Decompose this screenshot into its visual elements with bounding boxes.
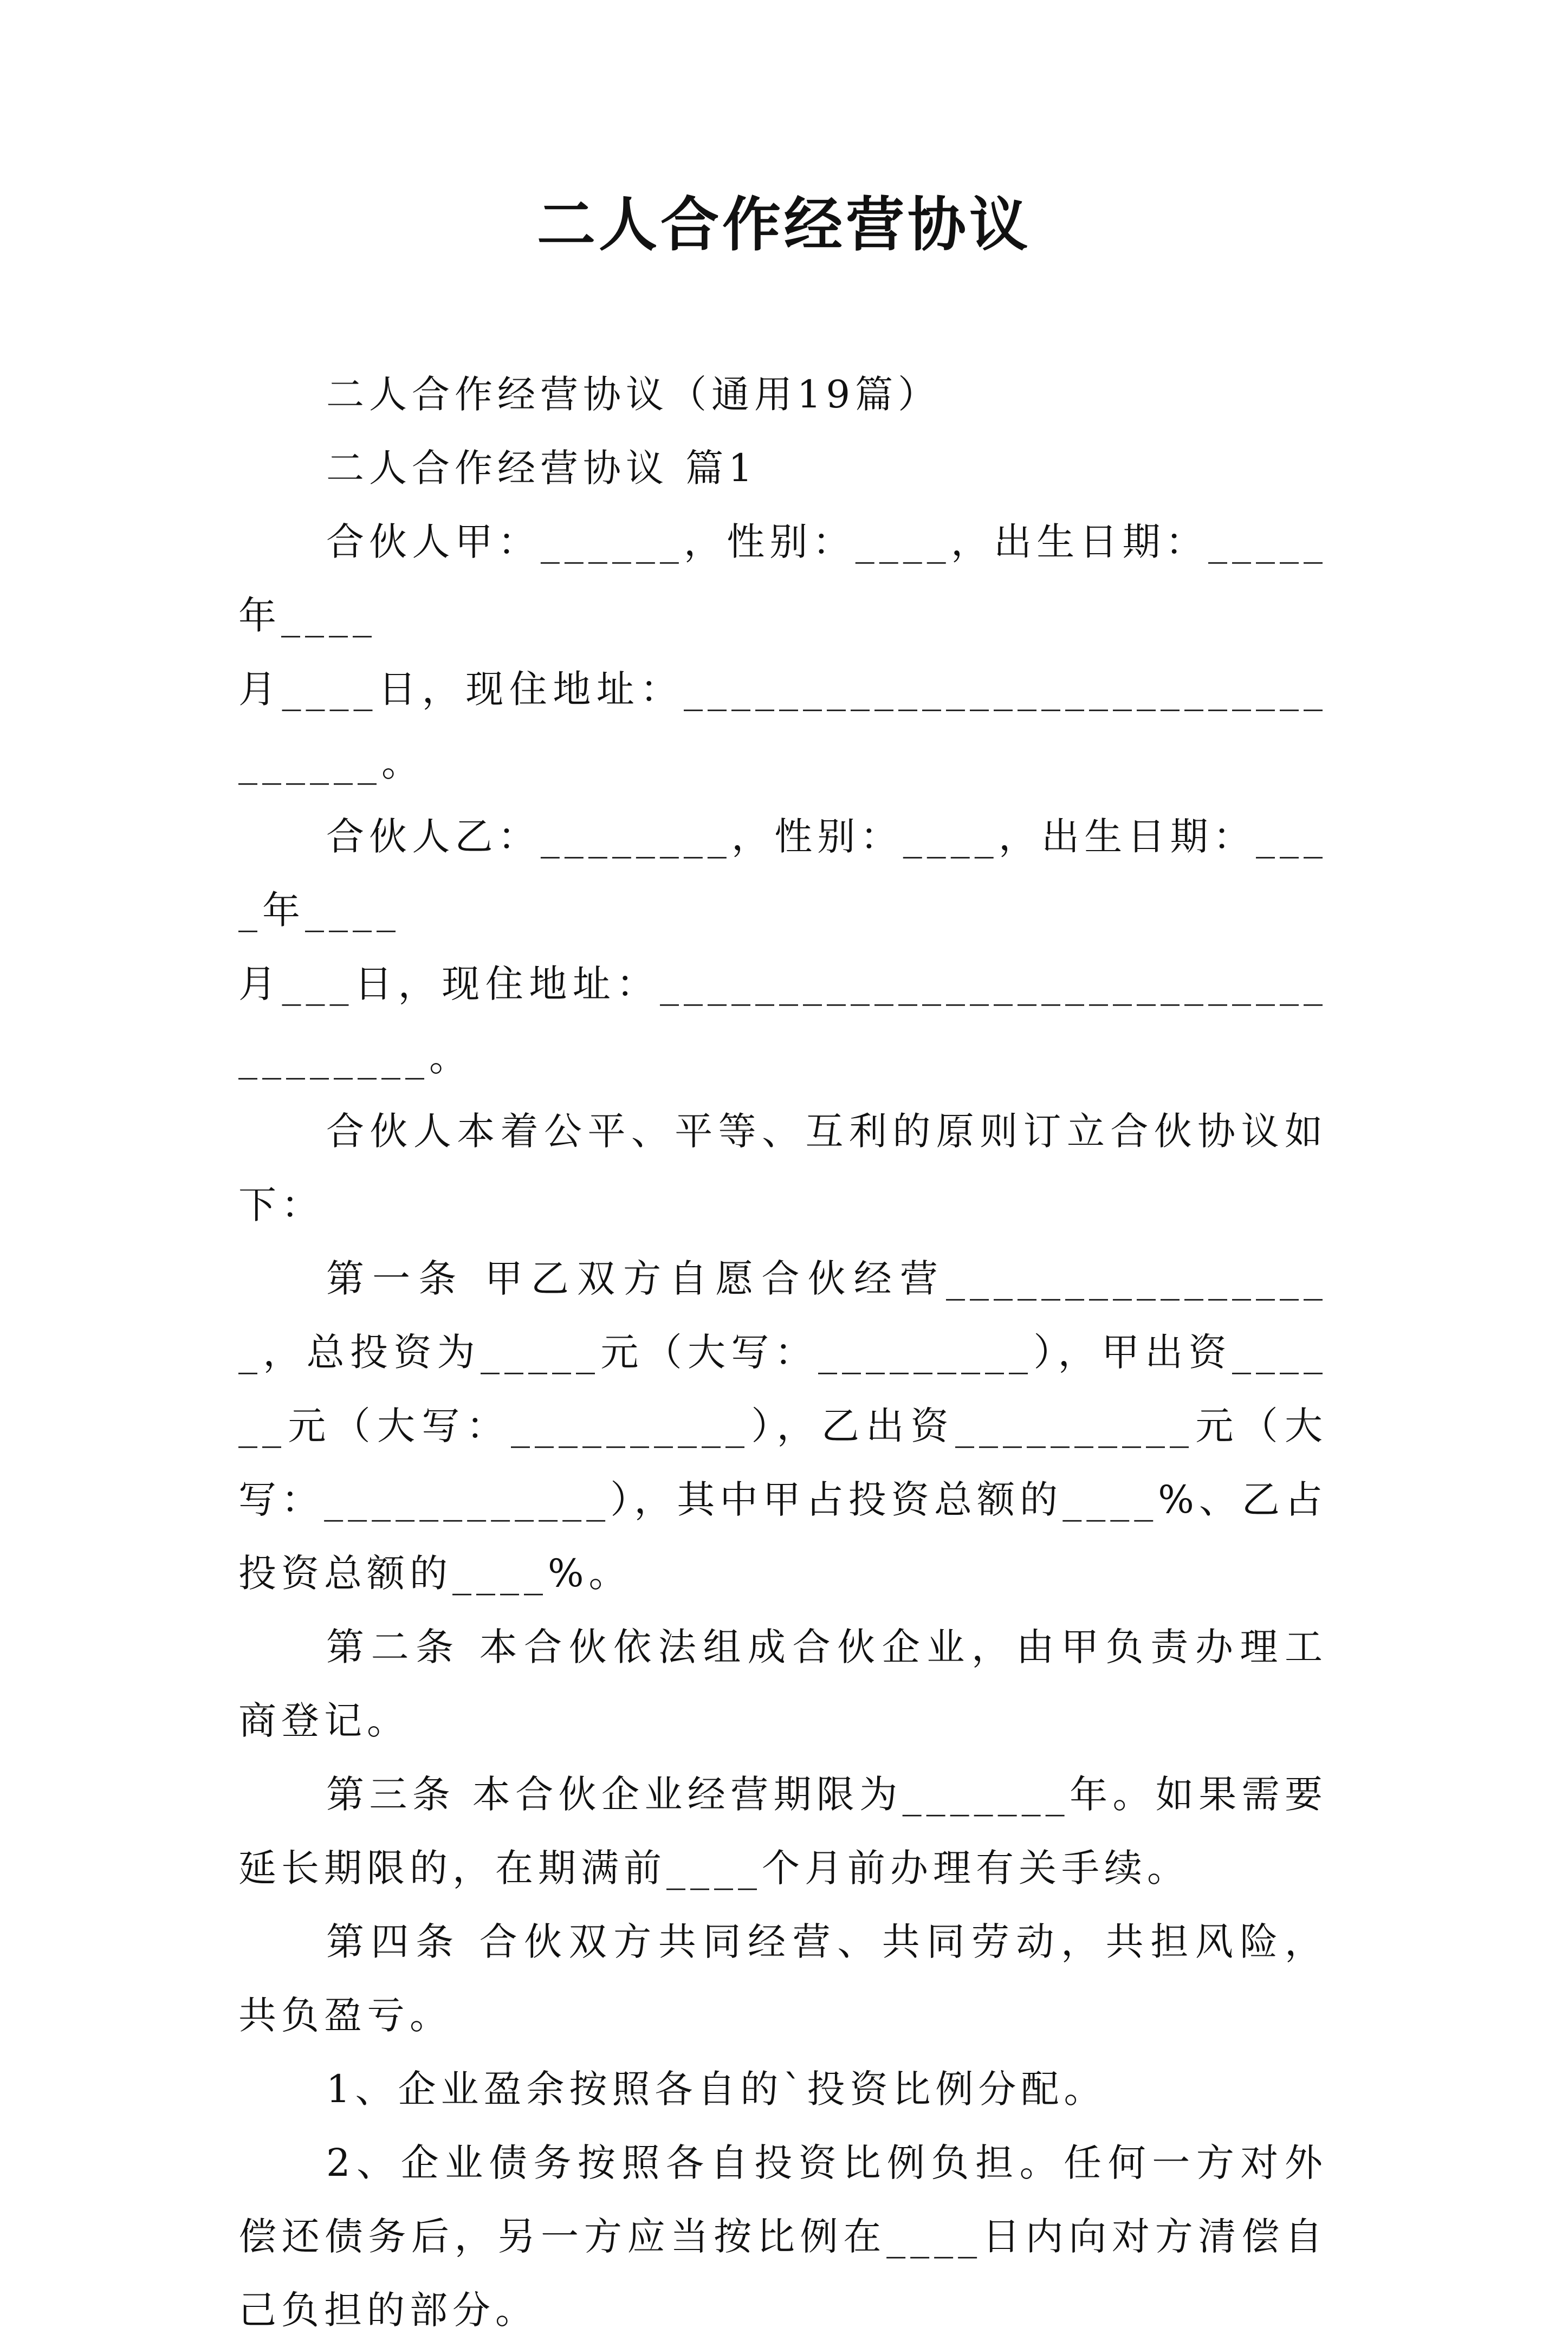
paragraph-preamble: 合伙人本着公平、平等、互利的原则订立合伙协议如下：: [238, 1109, 1327, 1227]
paragraph-item-2: 2、企业债务按照各自投资比例负担。任何一方对外偿还债务后，另一方应当按比例在____日内向对方清偿自己负担的部分。: [238, 2141, 1327, 2332]
paragraph-item-1: 1、企业盈余按照各自的`投资比例分配。: [326, 2067, 1107, 2111]
document-body: [238, 358, 1327, 2347]
paragraph-article-4: 第四条 合伙双方共同经营、共同劳动，共担风险，共负盈亏。: [238, 1920, 1327, 2038]
paragraph-article-2: 第二条 本合伙依法组成合伙企业，由甲负责办理工商登记。: [238, 1625, 1327, 1743]
paragraph-subtitle: 二人合作经营协议（通用19篇）: [326, 372, 941, 417]
document-title: 二人合作经营协议: [536, 191, 1031, 259]
paragraph-article-3: 第三条 本合伙企业经营期限为_______年。如果需要延长期限的，在期满前____个月前办理有关手续。: [238, 1772, 1327, 1890]
paragraph-section-heading: 二人合作经营协议 篇1: [326, 446, 757, 490]
paragraph-partner-b-line2: 月___日，现住地址：____________________________________。: [238, 962, 1327, 1080]
paragraph-partner-a-line2: 月____日，现住地址：_________________________________。: [238, 667, 1327, 785]
paragraph-article-1: 第一条 甲乙双方自愿合伙经营_________________，总投资为_____元（大写：_________），甲出资______元（大写：__________），乙出资__________元（大写：____________），其中甲占投资总额的____%、乙占投资总额的____%。: [238, 1256, 1327, 1596]
paragraph-partner-a-line1: 合伙人甲：______，性别：____，出生日期：_____年____: [238, 520, 1327, 638]
paragraph-partner-b-line1: 合伙人乙：________，性别：____，出生日期：____年____: [238, 814, 1327, 932]
